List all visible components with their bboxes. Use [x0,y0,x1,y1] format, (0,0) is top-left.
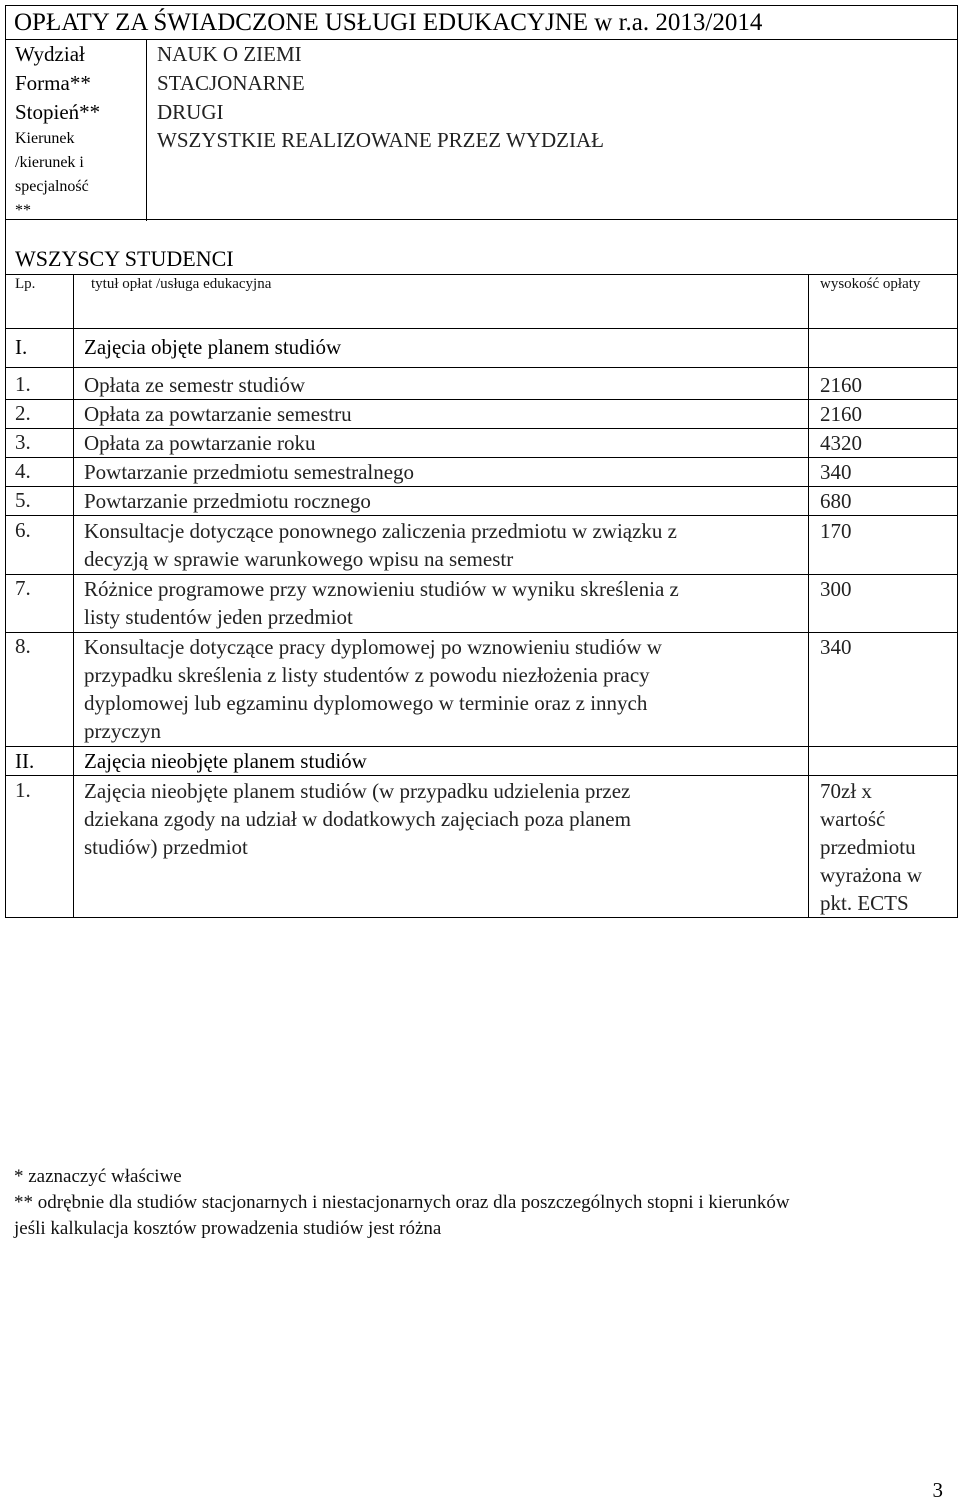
row-number: 3. [15,430,31,454]
section-title: Zajęcia nieobjęte planem studiów [84,749,367,773]
value-stopien: DRUGI [157,100,224,124]
row-amount-line: wartość [820,807,886,831]
row-amount: 4320 [820,431,862,455]
row-description-line: Zajęcia nieobjęte planem studiów (w przypadku udzielenia przez [84,779,631,803]
row-description-line: dziekana zgody na udział w dodatkowych zajęciach poza planem [84,807,631,831]
row-amount: 680 [820,489,852,513]
divider [808,274,809,918]
value-forma: STACJONARNE [157,71,305,95]
document-title: OPŁATY ZA ŚWIADCZONE USŁUGI EDUKACYJNE w r.a. 2013/2014 [14,9,763,36]
footnote: ** odrębnie dla studiów stacjonarnych i niestacjonarnych oraz dla poszczególnych stopni i kierunków [14,1192,790,1213]
row-amount-line: przedmiotu [820,835,916,859]
row-description: Opłata za powtarzanie roku [84,431,316,455]
group-heading: WSZYSCY STUDENCI [15,246,234,271]
row-description [84,517,677,573]
divider [73,274,74,918]
row-description-line: przypadku skreślenia z listy studentów z powodu niezłożenia pracy [84,663,650,687]
row-amount-line: wyrażona w [820,863,923,887]
row-number: 7. [15,576,31,600]
section-number: II. [15,749,35,773]
row-description: Opłata za powtarzanie semestru [84,402,352,426]
divider [6,515,957,516]
row-amount: 300 [820,577,852,601]
divider [6,39,957,40]
column-header-title: tytuł opłat /usługa edukacyjna [91,276,272,292]
row-number: 8. [15,634,31,658]
header-box [5,5,958,220]
row-description: Powtarzanie przedmiotu semestralnego [84,460,415,484]
divider [6,328,957,329]
label-kierunek [15,127,89,223]
label-stopien: Stopień** [15,100,101,124]
page-number: 3 [932,1478,943,1502]
column-header-lp: Lp. [15,276,36,292]
row-description-line: dyplomowej lub egzaminu dyplomowego w terminie oraz z innych [84,691,648,715]
row-amount: 340 [820,460,852,484]
value-kierunek: WSZYSTKIE REALIZOWANE PRZEZ WYDZIAŁ [157,128,604,152]
value-wydzial: NAUK O ZIEMI [157,42,302,66]
row-amount: 2160 [820,402,862,426]
row-amount-line: pkt. ECTS [820,891,909,915]
section-number: I. [15,335,28,359]
fees-table [5,220,958,918]
label-wydzial: Wydział [15,42,85,66]
divider [6,367,957,368]
row-number: 5. [15,488,31,512]
row-description [84,633,662,745]
row-description-line: Różnice programowe przy wznowieniu studiów w wyniku skreślenia z [84,577,679,601]
column-header-amount: wysokość opłaty [820,276,921,292]
row-description-line: Konsultacje dotyczące ponownego zaliczenia przedmiotu w związku z [84,519,677,543]
row-description-line: przyczyn [84,719,161,743]
row-description-line: listy studentów jeden przedmiot [84,605,353,629]
row-description-line: decyzją w sprawie warunkowego wpisu na semestr [84,547,514,571]
row-amount-line: 70zł x [820,779,872,803]
row-number: 6. [15,518,31,542]
footnote: jeśli kalkulacja kosztów prowadzenia studiów jest różna [14,1218,442,1239]
row-amount: 340 [820,635,852,659]
divider [6,775,957,776]
row-description: Powtarzanie przedmiotu rocznego [84,489,371,513]
row-description [84,777,631,861]
row-number: 4. [15,459,31,483]
row-description-line: Konsultacje dotyczące pracy dyplomowej po wznowieniu studiów w [84,635,662,659]
row-amount: 170 [820,519,852,543]
label-kierunek-line: specjalność [15,178,89,195]
divider [146,39,147,221]
footnote: * zaznaczyć właściwe [14,1166,182,1187]
row-amount [820,777,922,917]
section-title: Zajęcia objęte planem studiów [84,335,342,359]
divider [6,274,957,275]
row-description [84,575,679,631]
row-description: Opłata ze semestr studiów [84,373,306,397]
label-kierunek-line: ** [15,202,31,219]
row-amount: 2160 [820,373,862,397]
row-number: 2. [15,401,31,425]
label-kierunek-line: /kierunek i [15,154,84,171]
row-number: 1. [15,372,31,396]
row-number: 1. [15,778,31,802]
label-forma: Forma** [15,71,91,95]
label-kierunek-line: Kierunek [15,130,75,147]
row-description-line: studiów) przedmiot [84,835,248,859]
